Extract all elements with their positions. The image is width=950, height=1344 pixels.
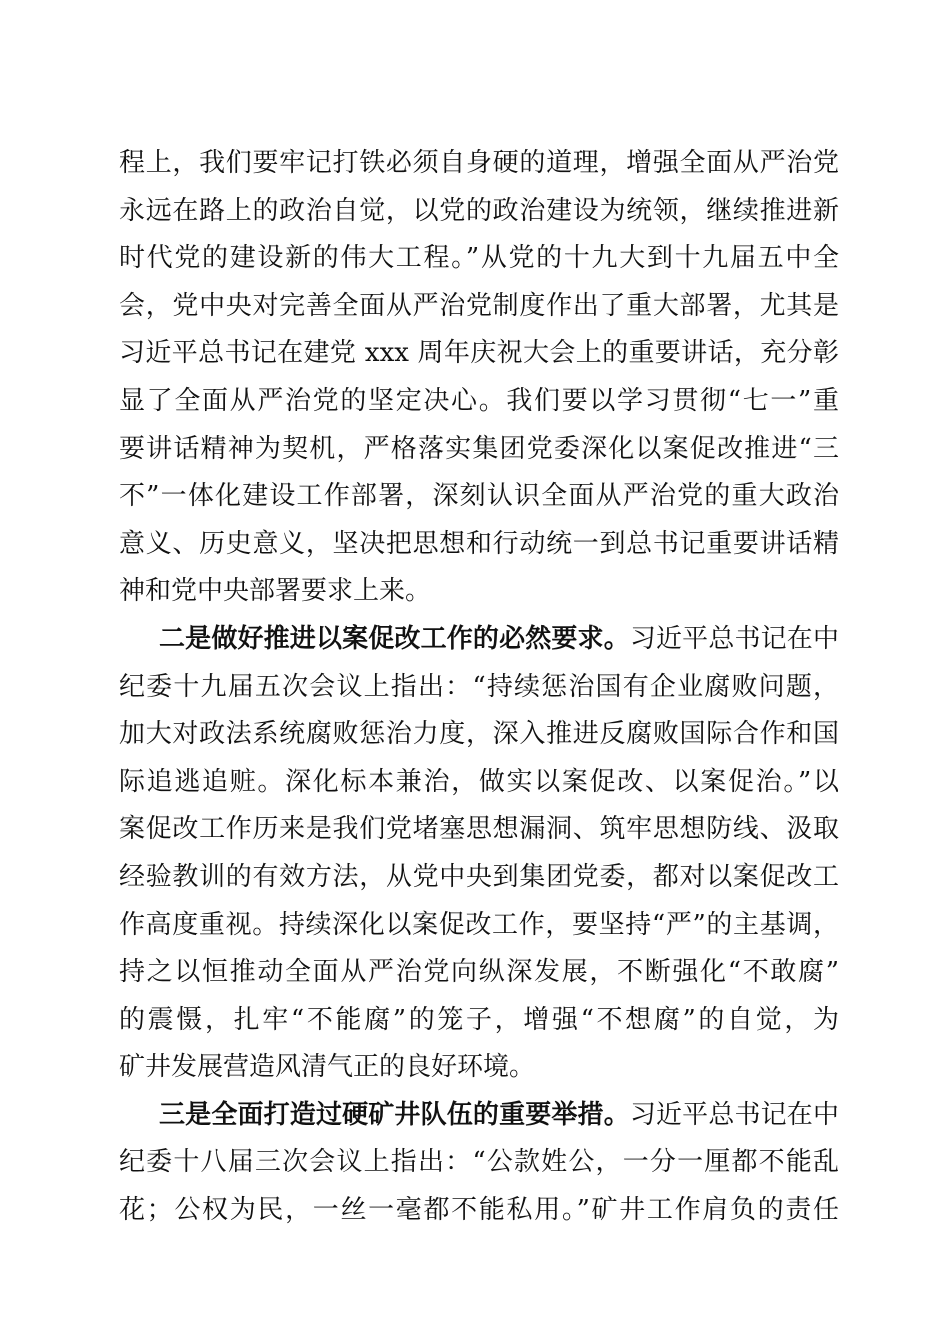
- text-line: 作高度重视。持续深化以案促改工作，要坚持“严”的主基调，: [119, 909, 839, 940]
- text-line: 会，党中央对完善全面从严治党制度作出了重大部署，尤其是: [119, 290, 839, 321]
- text-line: 不”一体化建设工作部署，深刻认识全面从严治党的重大政治: [119, 481, 839, 512]
- paragraph-1: [119, 143, 839, 619]
- text-line: 纪委十九届五次会议上指出：“持续惩治国有企业腐败问题，: [119, 671, 839, 702]
- text-line: 神和党中央部署要求上来。: [119, 576, 432, 607]
- paragraph-3: [119, 1095, 839, 1238]
- text-line: 程上，我们要牢记打铁必须自身硬的道理，增强全面从严治党: [119, 148, 839, 178]
- text-line: 际追逃追赃。深化标本兼治，做实以案促改、以案促治。”以: [119, 766, 839, 797]
- text-line: 花；公权为民，一丝一毫都不能私用。”矿井工作肩负的责任: [119, 1195, 839, 1226]
- text-line: 经验教训的有效方法，从党中央到集团党委，都对以案促改工: [119, 861, 839, 892]
- text-line: 加大对政法系统腐败惩治力度，深入推进反腐败国际合作和国: [119, 719, 839, 750]
- document-body: [119, 143, 839, 1238]
- paragraph-2: [119, 619, 839, 1095]
- text-line: 永远在路上的政治自觉，以党的政治建设为统领，继续推进新: [119, 195, 839, 226]
- text-line: 矿井发展营造风清气正的良好环境。: [119, 1052, 536, 1083]
- text-line: 的震慑，扎牢“不能腐”的笼子，增强“不想腐”的自觉，为: [119, 1004, 839, 1035]
- paragraph-heading: 三是全面打造过硬矿井队伍的重要举措。: [159, 1099, 630, 1130]
- text-line: 案促改工作历来是我们党堵塞思想漏洞、筑牢思想防线、汲取: [119, 814, 839, 845]
- text-line: 意义、历史意义，坚决把思想和行动统一到总书记重要讲话精: [119, 528, 839, 559]
- text-run: 习近平总书记在中: [629, 1099, 839, 1130]
- text-run: 习近平总书记在中: [629, 623, 839, 654]
- paragraph-heading: 二是做好推进以案促改工作的必然要求。: [159, 623, 630, 654]
- text-line: 纪委十八届三次会议上指出：“公款姓公，一分一厘都不能乱: [119, 1147, 839, 1178]
- text-line: 持之以恒推动全面从严治党向纵深发展，不断强化“不敢腐”: [119, 957, 839, 988]
- text-line: 显了全面从严治党的坚定决心。我们要以学习贯彻“七一”重: [119, 385, 839, 416]
- paragraph-first-line: [119, 619, 839, 667]
- paragraph-first-line: [119, 1095, 839, 1143]
- text-line: 要讲话精神为契机，严格落实集团党委深化以案促改推进“三: [119, 433, 839, 464]
- text-line: 习近平总书记在建党 xxx 周年庆祝大会上的重要讲话，充分彰: [119, 338, 839, 369]
- text-line: 时代党的建设新的伟大工程。”从党的十九大到十九届五中全: [119, 243, 839, 274]
